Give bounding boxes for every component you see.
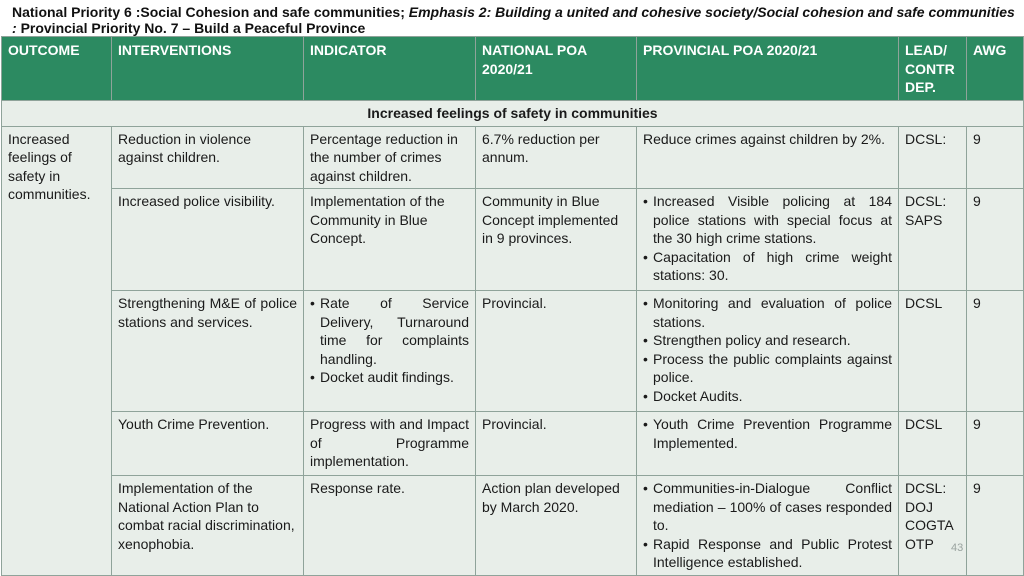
provincial-poa-list <box>643 294 892 405</box>
provincial-poa-cell: Reduce crimes against children by 2%. <box>637 126 899 189</box>
page-title <box>12 4 1017 36</box>
table-row <box>2 189 1024 291</box>
lead-dep-cell: DCSL <box>899 412 967 476</box>
list-item: • Docket Audits. <box>643 387 892 406</box>
list-item: • Rate of Service Delivery, Turnaround time for complaints handling. <box>310 294 469 368</box>
page-number: 43 <box>951 542 964 554</box>
list-item: • Docket audit findings. <box>310 368 469 387</box>
col-header-provincial-poa: PROVINCIAL POA 2020/21 <box>637 37 899 101</box>
lead-dep-cell: DCSL <box>899 291 967 412</box>
section-row <box>2 101 1024 127</box>
col-header-awg: AWG <box>967 37 1024 101</box>
list-item: • Process the public complaints against police. <box>643 350 892 387</box>
title-tail-part: Provincial Priority No. 7 – Build a Peaceful Province <box>20 20 366 36</box>
national-poa-cell: Provincial. <box>476 291 637 412</box>
awg-cell: 9 <box>967 126 1024 189</box>
national-poa-cell: Provincial. <box>476 412 637 476</box>
intervention-cell: Increased police visibility. <box>112 189 304 291</box>
national-poa-cell: Action plan developed by March 2020. <box>476 476 637 576</box>
list-item: • Youth Crime Prevention Programme Implemented. <box>643 415 892 452</box>
indicator-cell: Progress with and Impact of Programme implementation. <box>304 412 476 476</box>
provincial-poa-list <box>643 479 892 572</box>
provincial-poa-list <box>643 415 892 452</box>
intervention-cell: Strengthening M&E of police stations and services. <box>112 291 304 412</box>
list-item: • Strengthen policy and research. <box>643 331 892 350</box>
priority-table <box>1 36 1024 576</box>
list-item: • Communities-in-Dialogue Conflict mediation – 100% of cases responded to. <box>643 479 892 535</box>
provincial-poa-cell <box>637 189 899 291</box>
awg-cell: 9 <box>967 412 1024 476</box>
provincial-poa-list <box>643 192 892 285</box>
indicator-cell: Implementation of the Community in Blue Concept. <box>304 189 476 291</box>
indicator-cell <box>304 291 476 412</box>
table-row <box>2 291 1024 412</box>
table-header-row <box>2 37 1024 101</box>
indicator-cell: Response rate. <box>304 476 476 576</box>
table-row <box>2 412 1024 476</box>
awg-cell: 9 <box>967 189 1024 291</box>
lead-dep-cell: DCSL: <box>899 126 967 189</box>
list-item: • Monitoring and evaluation of police stations. <box>643 294 892 331</box>
national-poa-cell: 6.7% reduction per annum. <box>476 126 637 189</box>
lead-dep-cell: DCSL: DOJ COGTA OTP <box>899 476 967 576</box>
col-header-interventions: INTERVENTIONS <box>112 37 304 101</box>
outcome-cell: Increased feelings of safety in communities. <box>2 126 112 576</box>
intervention-cell: Implementation of the National Action Plan to combat racial discrimination, xenophobia. <box>112 476 304 576</box>
intervention-cell: Reduction in violence against children. <box>112 126 304 189</box>
list-item: • Capacitation of high crime weight stations: 30. <box>643 248 892 285</box>
national-poa-cell: Community in Blue Concept implemented in 9 provinces. <box>476 189 637 291</box>
provincial-poa-cell <box>637 476 899 576</box>
awg-cell: 9 <box>967 476 1024 576</box>
col-header-indicator: INDICATOR <box>304 37 476 101</box>
list-item: • Increased Visible policing at 184 police stations with special focus at the 30 high crime stations. <box>643 192 892 248</box>
provincial-poa-cell <box>637 291 899 412</box>
list-item: • Rapid Response and Public Protest Intelligence established. <box>643 535 892 572</box>
provincial-poa-cell <box>637 412 899 476</box>
title-bold-part: National Priority 6 :Social Cohesion and safe communities; <box>12 4 409 20</box>
indicator-list <box>310 294 469 387</box>
awg-cell: 9 <box>967 291 1024 412</box>
col-header-lead-dep: LEAD/ CONTR DEP. <box>899 37 967 101</box>
table-row <box>2 476 1024 576</box>
title-italic-part: Emphasis 2: Building a united and cohesive society/Social cohesion and safe communities : <box>12 4 1015 36</box>
indicator-cell: Percentage reduction in the number of crimes against children. <box>304 126 476 189</box>
section-title: Increased feelings of safety in communities <box>2 101 1024 127</box>
col-header-outcome: OUTCOME <box>2 37 112 101</box>
table-row <box>2 126 1024 189</box>
intervention-cell: Youth Crime Prevention. <box>112 412 304 476</box>
col-header-national-poa: NATIONAL POA 2020/21 <box>476 37 637 101</box>
lead-dep-cell: DCSL: SAPS <box>899 189 967 291</box>
